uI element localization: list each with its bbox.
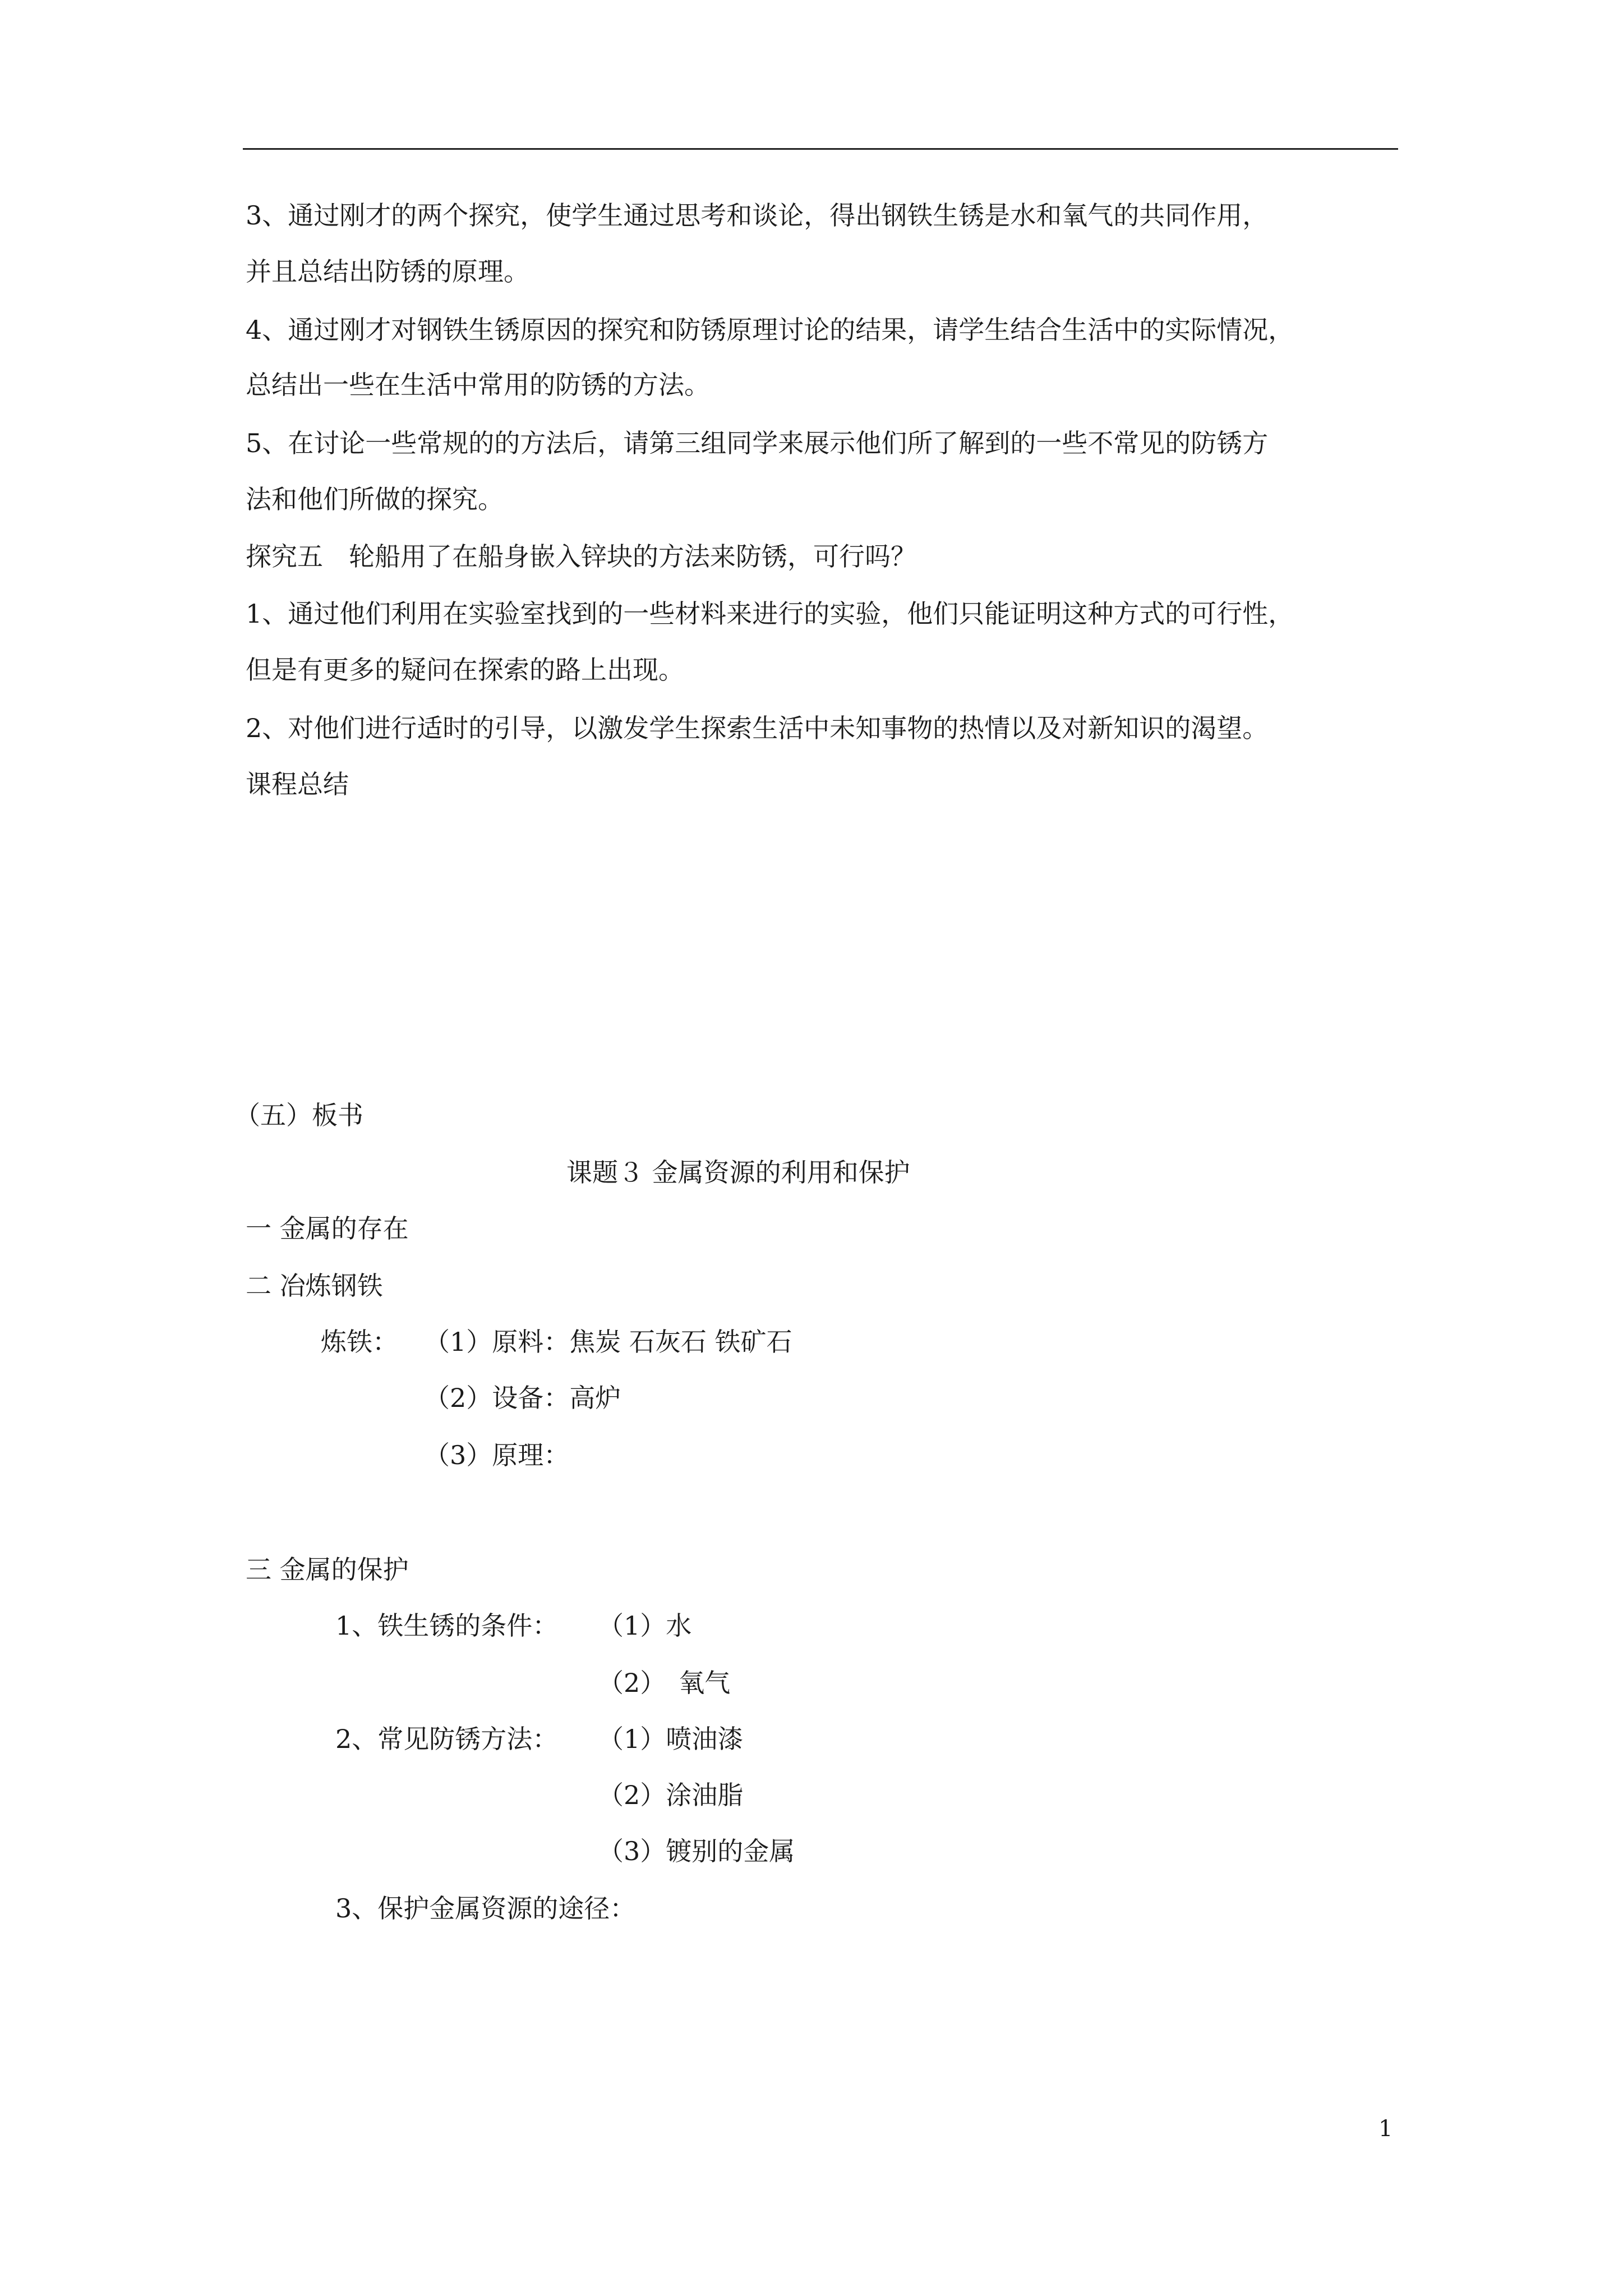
prevention-methods-label: 2、常见防锈方法：	[335, 1724, 559, 1754]
section-2-smelting: 二 冶炼钢铁	[246, 1271, 383, 1301]
board-title: 课题３ 金属资源的利用和保护	[566, 1157, 910, 1188]
paragraph-5-line-1: 5、在讨论一些常规的的方法后，请第三组同学来展示他们所了解到的一些不常见的防锈方	[246, 428, 1269, 458]
ironmaking-principle: （3）原理：	[424, 1440, 570, 1470]
section-1-metal-existence: 一 金属的存在	[246, 1213, 409, 1244]
paragraph-4-line-1: 4、通过刚才对钢铁生锈原因的探究和防锈原理讨论的结果，请学生结合生活中的实际情况，	[246, 315, 1294, 345]
paragraph-4-line-2: 总结出一些在生活中常用的防锈的方法。	[246, 370, 710, 400]
section-3-protection: 三 金属的保护	[246, 1554, 409, 1585]
paragraph-3-line-1: 3、通过刚才的两个探究，使学生通过思考和谈论，得出钢铁生锈是水和氧气的共同作用，	[246, 200, 1269, 231]
rust-conditions-label: 1、铁生锈的条件：	[335, 1611, 559, 1641]
page-number: 1	[1378, 2116, 1393, 2142]
ironmaking-equipment: （2）设备：高炉	[424, 1383, 621, 1413]
paragraph-6-line-1: 1、通过他们利用在实验室找到的一些材料来进行的实验，他们只能证明这种方式的可行性，	[246, 599, 1294, 629]
header-rule	[243, 148, 1398, 150]
paragraph-7-line-1: 2、对他们进行适时的引导，以激发学生探索生活中未知事物的热情以及对新知识的渴望。	[246, 713, 1269, 743]
prevention-grease: （2）涂油脂	[598, 1780, 744, 1810]
paragraph-6-line-2: 但是有更多的疑问在探索的路上出现。	[246, 655, 684, 685]
protect-resources-label: 3、保护金属资源的途径：	[335, 1893, 636, 1924]
prevention-paint: （1）喷油漆	[598, 1724, 744, 1754]
paragraph-5-line-2: 法和他们所做的探究。	[246, 484, 504, 514]
course-summary-heading: 课程总结	[246, 769, 349, 799]
rust-condition-water: （1）水	[598, 1611, 692, 1641]
paragraph-3-line-2: 并且总结出防锈的原理。	[246, 256, 529, 287]
rust-condition-oxygen: （2） 氧气	[598, 1668, 731, 1698]
ironmaking-label: 炼铁：	[321, 1327, 398, 1357]
board-heading: （五）板书	[234, 1100, 363, 1130]
prevention-plating: （3）镀别的金属	[598, 1836, 795, 1866]
ironmaking-raw-materials: （1）原料：焦炭 石灰石 铁矿石	[424, 1327, 792, 1357]
inquiry-five: 探究五 轮船用了在船身嵌入锌块的方法来防锈，可行吗？	[246, 541, 916, 572]
